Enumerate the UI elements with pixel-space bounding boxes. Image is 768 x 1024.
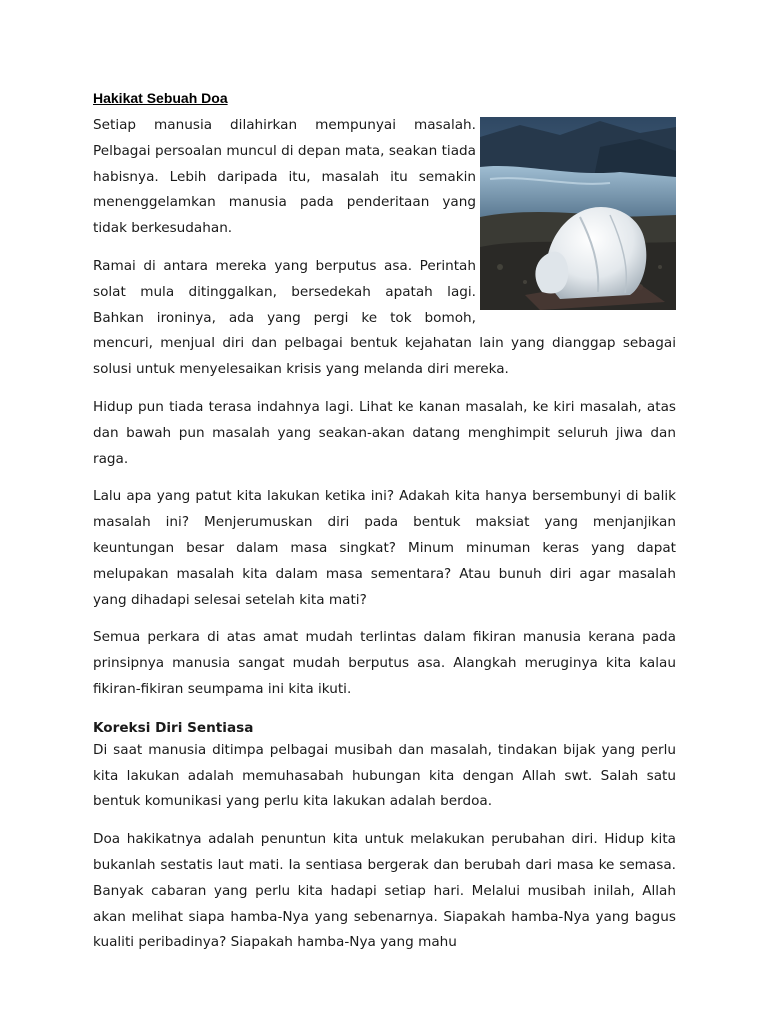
- paragraph-4: Lalu apa yang patut kita lakukan ketika ini? Adakah kita hanya bersembunyi di balik masalah ini? Menjerumuskan diri pada bentuk maksiat yang menjanjikan keuntungan besar dalam masa singkat? Minum minuman keras yang dapat melupakan masalah kita dalam masa sementara? Atau bunuh diri agar masalah yang dihadapi selesai setelah kita mati?: [93, 488, 676, 608]
- section-paragraph-2: Doa hakikatnya adalah penuntun kita untuk melakukan perubahan diri. Hidup kita bukanlah sestatis laut mati. Ia sentiasa bergerak dan berubah dari masa ke semasa. Banyak cabaran yang perlu kita hadapi setiap hari. Melalui musibah inilah, Allah akan melihat siapa hamba-Nya yang sebenarnya. Siapakah hamba-Nya yang bagus kualiti peribadinya? Siapakah hamba-Nya yang mahu: [93, 831, 676, 951]
- paragraph-5: Semua perkara di atas amat mudah terlintas dalam fikiran manusia kerana pada prinsipnya manusia sangat mudah berputus asa. Alangkah meruginya kita kalau fikiran-fikiran seumpama ini kita ikuti.: [93, 629, 676, 697]
- paragraph-3: Hidup pun tiada terasa indahnya lagi. Lihat ke kanan masalah, ke kiri masalah, atas dan bawah pun masalah yang seakan-akan datang menghimpit seluruh jiwa dan raga.: [93, 398, 676, 467]
- photo-spacer: [476, 113, 676, 310]
- paragraph-1: Setiap manusia dilahirkan mempunyai masalah. Pelbagai persoalan muncul di depan mata, seakan tiada habisnya. Lebih daripada itu, masalah itu semakin menenggelamkan manusia pada penderitaan yang tidak berkesudahan.: [93, 117, 476, 237]
- document-title: Hakikat Sebuah Doa: [93, 90, 228, 106]
- section-paragraph-1: Di saat manusia ditimpa pelbagai musibah dan masalah, tindakan bijak yang perlu kita lakukan adalah memuhasabah hubungan kita dengan Allah swt. Salah satu bentuk komunikasi yang perlu kita lakukan adalah berdoa.: [93, 741, 676, 810]
- paragraph-2: Ramai di antara mereka yang berputus asa. Perintah solat mula ditinggalkan, bersedekah apatah lagi. Bahkan ironinya, ada yang pergi ke tok bomoh, mencuri, menjual diri dan pelbagai bentuk kejahatan lain yang dianggap sebagai solusi untuk menyelesaikan krisis yang melanda diri mereka.: [93, 257, 676, 378]
- section-heading: Koreksi Diri Sentiasa: [93, 719, 254, 736]
- document-body: [93, 113, 676, 968]
